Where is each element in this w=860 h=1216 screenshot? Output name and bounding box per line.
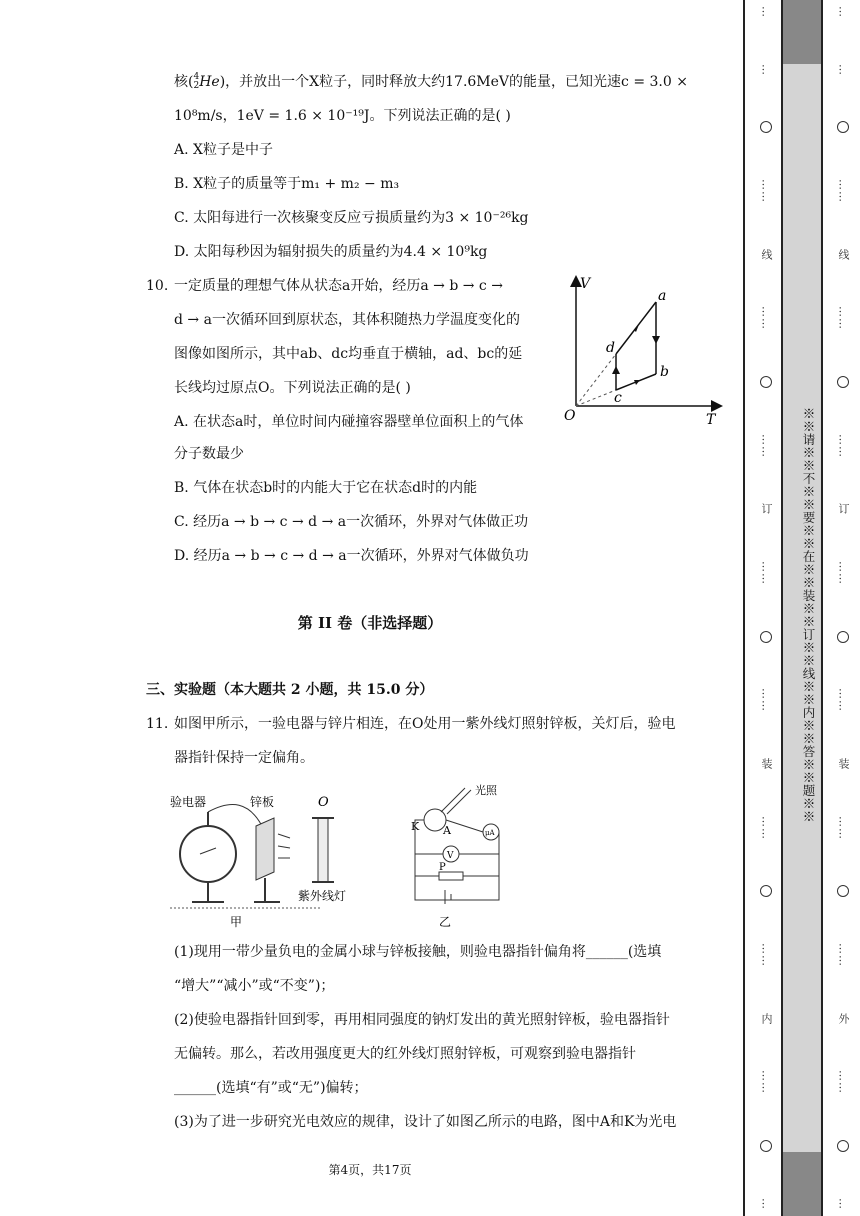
oc-dashed <box>576 390 616 406</box>
label-a: A <box>443 824 451 837</box>
graph-b-label: b <box>660 364 669 380</box>
q10-option-b: B. 气体在状态b时的内能大于它在状态d时的内能 <box>174 480 478 496</box>
uv-lamp <box>318 818 328 882</box>
inner-nei: 内 <box>760 1012 773 1025</box>
he-symbol: He <box>199 74 220 90</box>
hole-circle <box>837 631 849 643</box>
graph-v-label: V <box>580 276 591 292</box>
q10-number: 10. <box>146 278 169 294</box>
q10-line-4: 长线均过原点O。下列说法正确的是( ) <box>174 380 411 396</box>
graph-o-label: O <box>564 408 576 424</box>
he-atomic-number: 2 <box>193 81 200 91</box>
margin-border-left <box>743 0 745 1216</box>
q9-option-b: B. X粒子的质量等于m₁ + m₂ − m₃ <box>174 176 400 192</box>
q11-part1-line-2: “增大”“减小”或“不变”)； <box>174 978 335 994</box>
arrow-cd <box>612 366 620 374</box>
outer-ding: 订 <box>837 503 850 516</box>
graph-d-label: d <box>606 340 615 356</box>
q9-line-1: 核( 4 2 He)，并放出一个X粒子，同时释放大约17.6MeV的能量，已知光速c = 3.0 × <box>174 72 688 91</box>
q11-number: 11. <box>146 716 169 732</box>
label-v: V <box>447 851 454 861</box>
q11-part2-line-3: ______(选填“有”或“无”)偏转； <box>174 1080 368 1096</box>
inner-ding: 订 <box>760 503 773 516</box>
q10-option-a-2: 分子数最少 <box>174 446 244 462</box>
hole-circle <box>760 631 772 643</box>
graph-a-label: a <box>658 288 667 304</box>
hole-circle <box>760 1140 772 1152</box>
inner-dotted-column: … … …… 线 …… …… 订 …… …… 装 …… …… 内 …… … <box>759 6 773 1210</box>
hole-circle <box>837 885 849 897</box>
od-dashed <box>576 354 616 406</box>
q11-line-2: 器指针保持一定偏角。 <box>174 750 314 766</box>
label-p: P <box>439 862 446 873</box>
arrow-ab <box>652 336 660 344</box>
q9-option-a: A. X粒子是中子 <box>174 142 273 158</box>
q9-option-d: D. 太阳每秒因为辐射损失的质量约为4.4 × 10⁹kg <box>174 244 488 260</box>
q10-line-2: d → a一次循环回到原状态，其体积随热力学温度变化的 <box>174 312 520 328</box>
label-uv-lamp: 紫外线灯 <box>298 889 347 903</box>
hole-circle <box>760 121 772 133</box>
zinc-plate <box>256 818 274 880</box>
vt-graph <box>560 270 730 430</box>
graph-t-label: T <box>706 412 716 428</box>
label-o: O <box>318 795 329 810</box>
outer-wai: 外 <box>837 1012 850 1025</box>
do-not-answer-notice: ※※请※※不※※要※※在※※装※※订※※线※※内※※答※※题※※ <box>801 407 816 823</box>
arrow-da <box>634 322 640 332</box>
label-zinc-plate: 锌板 <box>250 795 275 809</box>
inner-zhuang: 装 <box>760 758 773 771</box>
he-mass-number: 4 <box>193 72 200 82</box>
label-k: K <box>411 820 420 833</box>
q10-option-c: C. 经历a → b → c → d → a一次循环，外界对气体做正功 <box>174 514 529 530</box>
inner-xian: 线 <box>760 248 773 261</box>
electroscope-body <box>180 826 236 882</box>
outer-xian: 线 <box>837 248 850 261</box>
q11-line-1: 如图甲所示，一验电器与锌片相连，在O处用一紫外线灯照射锌板，关灯后，验电 <box>174 716 676 732</box>
part2-title: 第 II 卷（非选择题） <box>297 614 443 632</box>
hole-circle <box>760 376 772 388</box>
q10-line-3: 图像如图所示，其中ab、dc均垂直于横轴，ad、bc的延 <box>174 346 523 362</box>
section3-heading: 三、实验题（本大题共 2 小题，共 15.0 分） <box>146 682 434 698</box>
q11-part3-line-1: (3)为了进一步研究光电效应的规律，设计了如图乙所示的电路，图中A和K为光电 <box>174 1114 677 1130</box>
q10-line-1: 一定质量的理想气体从状态a开始，经历a → b → c → <box>174 278 503 294</box>
hole-circle <box>837 376 849 388</box>
hole-circle <box>837 1140 849 1152</box>
graph-c-label: c <box>614 390 622 406</box>
q11-part2-line-1: (2)使验电器指针回到零，再用相同强度的钠灯发出的黄光照射锌板，验电器指针 <box>174 1012 670 1028</box>
outer-zhuang: 装 <box>837 758 850 771</box>
label-ua: μA <box>485 829 495 837</box>
figure-yi <box>405 780 515 930</box>
band-bottom-block <box>783 1152 821 1216</box>
outer-dotted-column: … … …… 线 …… …… 订 …… …… 装 …… …… 外 …… … <box>836 6 850 1210</box>
label-light: 光照 <box>475 784 497 797</box>
band-top-block <box>783 0 821 64</box>
q9-line-2: 10⁸m/s，1eV = 1.6 × 10⁻¹⁹J。下列说法正确的是( ) <box>174 108 511 124</box>
page-footer: 第4页，共17页 <box>328 1163 412 1177</box>
q11-part1-line-1: (1)现用一带少量负电的金属小球与锌板接触，则验电器指针偏角将______(选填 <box>174 944 662 960</box>
q10-option-d: D. 经历a → b → c → d → a一次循环，外界对气体做负功 <box>174 548 529 564</box>
figure-jia <box>170 790 370 930</box>
caption-yi: 乙 <box>439 915 452 929</box>
hole-circle <box>837 121 849 133</box>
hole-circle <box>760 885 772 897</box>
band-border-right <box>821 0 823 1216</box>
caption-jia: 甲 <box>230 915 243 929</box>
rheostat <box>439 872 463 880</box>
q11-part2-line-2: 无偏转。那么，若改用强度更大的红外线灯照射锌板，可观察到验电器指针 <box>174 1046 636 1062</box>
label-electroscope: 验电器 <box>170 795 207 809</box>
q9-option-c: C. 太阳每进行一次核聚变反应亏损质量约为3 × 10⁻²⁶kg <box>174 210 529 226</box>
q10-option-a-1: A. 在状态a时，单位时间内碰撞容器壁单位面积上的气体 <box>174 414 524 430</box>
